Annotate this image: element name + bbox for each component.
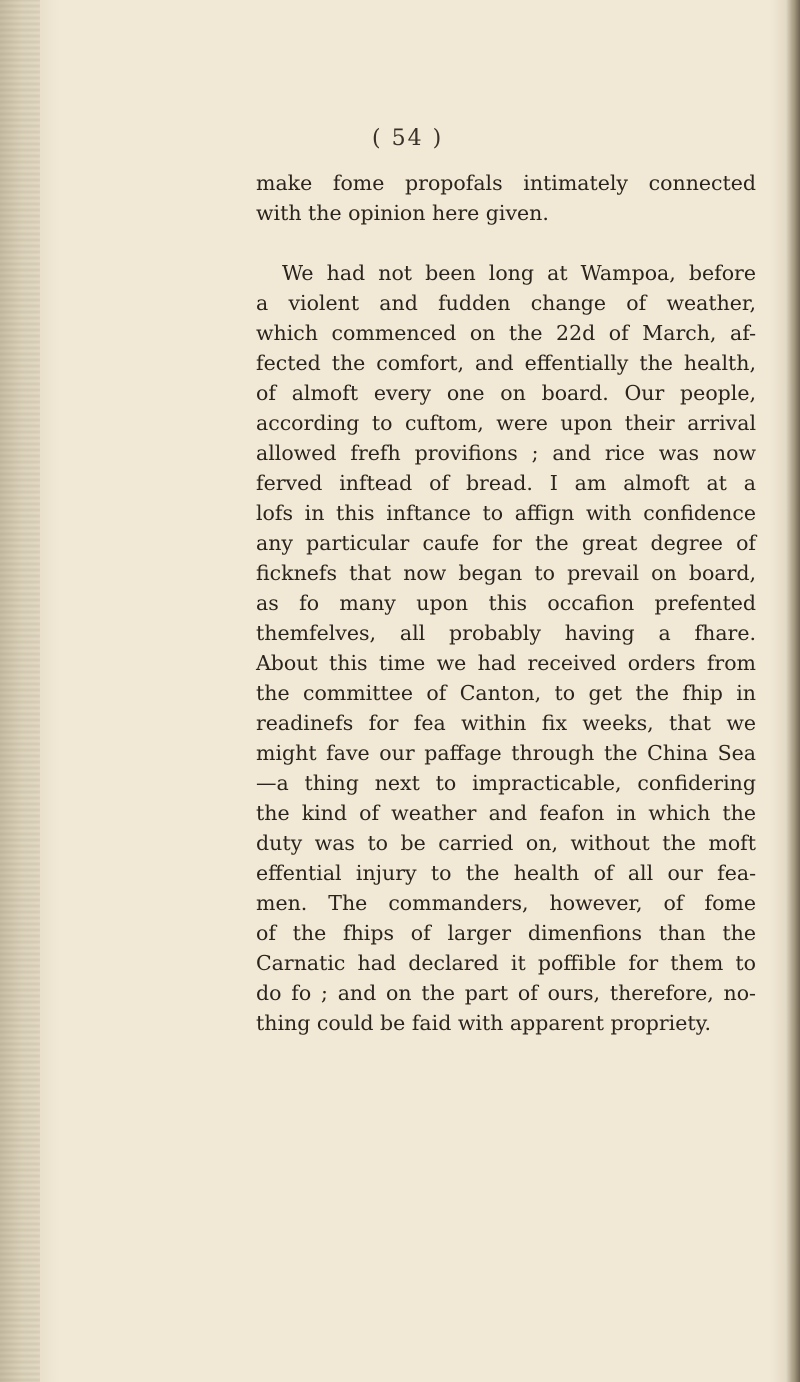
text-line: Carnatic had declared it poffible for them to: [256, 951, 756, 975]
text-line: according to cuftom, were upon their arrival: [256, 411, 756, 435]
text-line: any particular caufe for the great degree of: [256, 531, 756, 555]
text-line: of the fhips of larger dimenfions than the: [256, 921, 756, 945]
text-line: make fome propofals intimately connected: [256, 171, 756, 195]
text-line: the committee of Canton, to get the fhip in: [256, 681, 756, 705]
body-text: [256, 168, 756, 1038]
text-line: thing could be faid with apparent propriety.: [256, 1011, 711, 1035]
paragraph-1: [256, 168, 756, 228]
text-line: fected the comfort, and effentially the health,: [256, 351, 756, 375]
page-number: ( 54 ): [372, 126, 444, 151]
text-line: which commenced on the 22d of March, af-: [256, 321, 756, 345]
text-line: lofs in this inftance to affign with confidence: [256, 501, 756, 525]
text-line: About this time we had received orders from: [256, 651, 756, 675]
text-line: ferved inftead of bread. I am almoft at a: [256, 471, 756, 495]
text-line: men. The commanders, however, of fome: [256, 891, 756, 915]
text-line: ficknefs that now began to prevail on board,: [256, 561, 756, 585]
text-line: of almoft every one on board. Our people,: [256, 381, 756, 405]
paragraph-break: [256, 228, 756, 258]
text-line: the kind of weather and feafon in which the: [256, 801, 756, 825]
paragraph-2: [256, 258, 756, 1038]
binding-gutter: [0, 0, 40, 1382]
text-line: themfelves, all probably having a fhare.: [256, 621, 756, 645]
text-line: do fo ; and on the part of ours, therefore, no-: [256, 981, 756, 1005]
text-line: We had not been long at Wampoa, before: [282, 261, 756, 285]
text-line: duty was to be carried on, without the moft: [256, 831, 756, 855]
text-line: a violent and fudden change of weather,: [256, 291, 756, 315]
text-line: allowed frefh provifions ; and rice was now: [256, 441, 756, 465]
text-line: effential injury to the health of all our fea-: [256, 861, 756, 885]
text-line: as fo many upon this occafion prefented: [256, 591, 756, 615]
text-line: with the opinion here given.: [256, 201, 549, 225]
text-line: readinefs for fea within fix weeks, that we: [256, 711, 756, 735]
page-edge: [786, 0, 800, 1382]
text-line: —a thing next to impracticable, confidering: [256, 771, 756, 795]
text-line: might fave our paffage through the China Sea: [256, 741, 756, 765]
